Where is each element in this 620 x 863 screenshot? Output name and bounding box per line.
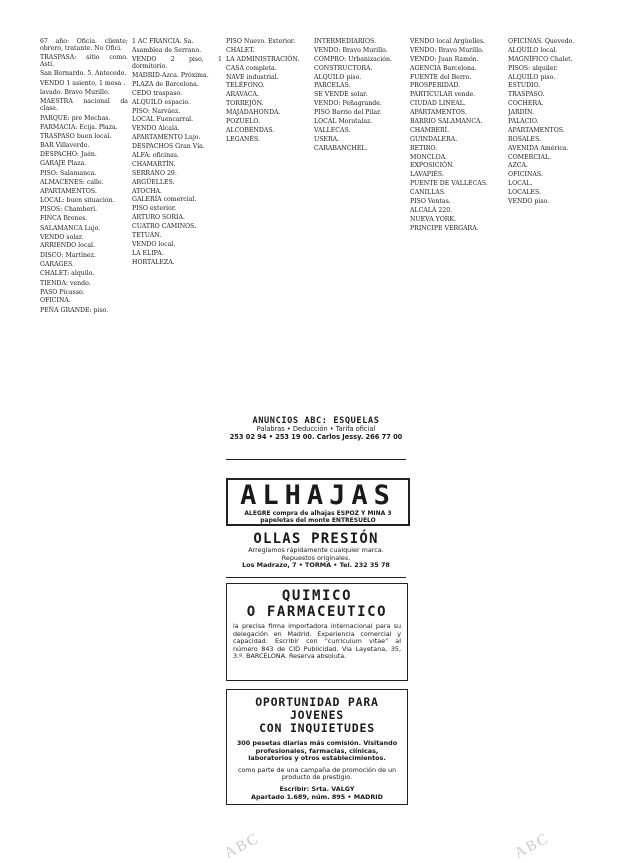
ad-ollas-presion bbox=[226, 531, 406, 578]
classified-ad: ALFA: oficinas. bbox=[132, 151, 179, 159]
ad-anuncios-abc bbox=[226, 417, 406, 460]
classifieds-column-4 bbox=[314, 38, 406, 434]
ad-ollas-line1: Arreglamos rápidamente cualquier marca. bbox=[248, 546, 384, 554]
classified-ad: Asamblea de Serrano. bbox=[132, 46, 202, 54]
classified-ad: lavado. Bravo Murillo. bbox=[40, 88, 110, 96]
classified-ad: FUENTE del Berro. bbox=[410, 73, 472, 81]
classified-ad: NAVE industrial. bbox=[226, 73, 279, 81]
classified-ad: LA ELIPA. bbox=[132, 249, 164, 257]
classified-ad: VENDO: Bravo Murillo. bbox=[314, 46, 388, 54]
classified-ad: MONCLOA. bbox=[410, 153, 448, 161]
classified-ad: ROSALES. bbox=[508, 135, 542, 143]
classified-ad: PISO Nuevo. Exterior. bbox=[226, 38, 296, 45]
classified-ad: PISO: Salamanca. bbox=[40, 169, 97, 177]
ad-oportunidad-title1: OPORTUNIDAD PARA JOVENES bbox=[255, 695, 379, 722]
classified-ad: LEGANÉS. bbox=[226, 135, 260, 143]
classifieds-column-1 bbox=[40, 38, 128, 846]
classified-ad: PISO Barrio del Pilar. bbox=[314, 109, 382, 117]
classified-ad: SE VENDE solar. bbox=[314, 91, 368, 99]
classified-ad: OFICINAS. bbox=[508, 171, 543, 179]
ad-alhajas-line1: ALEGRE compra de alhajas ESPOZ Y MINA 3 bbox=[244, 510, 392, 517]
classified-ad: BARRIO SALAMANCA. bbox=[410, 118, 483, 126]
classified-ad: PALACIO. bbox=[508, 118, 539, 126]
classified-ad: PARTICULAR vende. bbox=[410, 91, 476, 99]
classified-ad: PASO Picasso. bbox=[40, 288, 85, 296]
classified-ad: LOCAL: buen situación. bbox=[40, 197, 115, 205]
classified-ad: ARRIENDO local. bbox=[40, 242, 95, 250]
classified-ad: TETUÁN. bbox=[132, 232, 162, 239]
classified-ad: VENDO Alcalá. bbox=[132, 125, 180, 133]
classified-ad: LAVAPIÉS. bbox=[410, 171, 444, 179]
classified-ad: APARTAMENTOS. bbox=[508, 126, 565, 134]
classified-ad: VENDO local Argüelles. bbox=[410, 38, 485, 45]
classified-ad: CARABANCHEL. bbox=[314, 144, 368, 152]
classified-ad: ALQUILO piso. bbox=[508, 73, 556, 81]
classified-ad: PUENTE DE VALLECAS. bbox=[410, 180, 488, 188]
classified-ad: VENDO solar. bbox=[40, 233, 84, 241]
classified-ad: LOCALES. bbox=[508, 189, 541, 197]
classified-ad: POZUELO. bbox=[226, 118, 261, 126]
classifieds-column-6 bbox=[508, 38, 600, 846]
ad-anuncios-heading: ANUNCIOS ABC: ESQUELAS bbox=[252, 416, 380, 426]
classified-ad: CEDO traspaso. bbox=[132, 89, 182, 97]
abc-watermark: ABC bbox=[222, 830, 263, 862]
classified-ad: ALCOBENDAS. bbox=[226, 126, 275, 134]
classified-ad: GALERÍA comercial. bbox=[132, 196, 197, 204]
ad-quimico bbox=[226, 583, 408, 681]
ad-anuncios-line2: 253 02 94 • 253 19 00. Carlos Jessy. 266 77 00 bbox=[229, 433, 403, 441]
classified-ad: CHAMARTÍN. bbox=[132, 160, 176, 168]
abc-watermark: ABC bbox=[512, 830, 553, 862]
classified-ad: HORTALEZA. bbox=[132, 258, 175, 266]
classified-ad: CHALET: alquilo. bbox=[40, 269, 95, 277]
ad-ollas-line2: Repuestos originales. bbox=[281, 553, 351, 562]
classified-ad: ARAVACA. bbox=[226, 91, 259, 99]
classified-ad: FARMACIA: Ecija. Plaza. bbox=[40, 123, 118, 131]
ad-oportunidad-body2: como parte de una campaña de promoción de un producto de prestigio. bbox=[237, 765, 397, 782]
classifieds-column-3 bbox=[226, 38, 312, 434]
classified-ad: APARTAMENTOS. bbox=[410, 109, 467, 117]
classified-ad: VENDO: Juan Ramón. bbox=[410, 55, 479, 63]
classified-ad: MAJADAHONDA. bbox=[226, 109, 281, 117]
classified-ad: TRASPASA: sitio como. Asti. bbox=[40, 54, 128, 69]
classified-ad: ATOCHA. bbox=[132, 187, 162, 195]
classified-ad: OFICINA. bbox=[40, 297, 71, 305]
classified-ad: PARQUE: pre Mechas. bbox=[40, 114, 111, 122]
ad-alhajas-line2: papeletas del monte ENTRESUELO bbox=[260, 517, 376, 524]
classified-ad: San Bernardo. 5. Antecede. bbox=[40, 70, 127, 78]
classified-ad: GARAJE Plaza. bbox=[40, 160, 87, 168]
classified-ad: ALCALÁ 220. bbox=[410, 206, 453, 214]
classified-ad: PISO Ventas. bbox=[410, 198, 451, 206]
classified-ad: CHALET. bbox=[226, 46, 255, 54]
classified-ad: NUEVA YORK. bbox=[410, 215, 457, 223]
classified-ad: AGENCIA Barcelona. bbox=[410, 64, 477, 72]
classified-ad: DESPACHO: Jaén. bbox=[40, 151, 97, 159]
classified-ad: 67 año: Oficia. cliente; obrero, tratante. No Ofici. bbox=[40, 38, 128, 53]
classified-ad: LOCAL Moratalaz. bbox=[314, 118, 373, 126]
classified-ad: PARCELAS. bbox=[314, 82, 351, 90]
classified-ad: GUINDALERA. bbox=[410, 135, 458, 143]
classified-ad: VENDO local. bbox=[132, 240, 176, 248]
ad-alhajas bbox=[226, 478, 410, 526]
classified-ad: PISOS: Chamberí. bbox=[40, 206, 98, 214]
classified-ad: 1 AC FRANCIA. Sa. bbox=[132, 38, 194, 45]
classified-ad: PEÑA GRANDE: piso. bbox=[40, 307, 109, 315]
classified-ad: LOCAL Fuencarral. bbox=[132, 116, 194, 124]
classified-ad: VENDO: Bravo Murillo. bbox=[410, 46, 484, 54]
classified-ad: MAESTRA nacional da clase. bbox=[40, 97, 128, 113]
classified-ad: TRASPASO. bbox=[508, 91, 545, 99]
classified-ad: CANILLAS. bbox=[410, 189, 446, 197]
classified-ad: SALAMANCA Lujo. bbox=[40, 224, 101, 232]
classified-ad: PRINCIPE VERGARA. bbox=[410, 224, 479, 232]
classified-ad: LA ADMINISTRACIÓN. bbox=[226, 55, 300, 63]
classified-ad: COMERCIAL. bbox=[508, 153, 552, 161]
classified-ad: PISO: Narváez. bbox=[132, 107, 181, 115]
classified-ad: CIUDAD LINEAL. bbox=[410, 100, 466, 108]
ad-oportunidad-body3: Escribir: Srta. VALGY bbox=[279, 784, 355, 793]
ad-oportunidad-body1: 300 pesetas diarias más comisión. Visitando profesionales, farmacias, clínicas, laboratorios y otros establecimientos. bbox=[236, 739, 398, 763]
ad-oportunidad bbox=[226, 689, 408, 805]
classified-ad: COMPRO: Urbanización. bbox=[314, 55, 392, 63]
classified-ad: APARTAMENTO Lujo. bbox=[132, 134, 201, 142]
classified-ad: DISCO: Martínez. bbox=[40, 252, 96, 260]
classified-ad: TELÉFONO. bbox=[226, 82, 265, 90]
classified-ad: GARAGES. bbox=[40, 261, 74, 269]
classified-ad: ALQUILO piso. bbox=[314, 73, 362, 81]
classified-ad: VENDO 1 asiento, 1 mesa . bbox=[40, 80, 126, 88]
classified-ad: VALLECAS. bbox=[314, 126, 351, 134]
classified-ad: VENDO piso. bbox=[508, 198, 550, 206]
classified-ad: PLAZA de Barcelona. bbox=[132, 80, 199, 88]
classified-ad: OFICINAS. Quevedo. bbox=[508, 38, 575, 45]
classified-ad: AZCA. bbox=[508, 162, 528, 170]
classified-ad: ARGÜELLES. bbox=[132, 178, 175, 186]
classified-ad: COCHERA. bbox=[508, 100, 544, 108]
classified-ad: AVENIDA América. bbox=[508, 144, 569, 152]
ad-oportunidad-body4: Apartado 1.689, núm. 895 • MADRID bbox=[251, 792, 383, 801]
classified-ad: VENDO: Peñagrande. bbox=[314, 100, 382, 108]
ad-alhajas-title: ALHAJAS bbox=[240, 480, 396, 511]
classified-ad: TIENDA: vendo. bbox=[40, 279, 91, 287]
classified-ad: VENDO 2 piso, 1 dormitorio. bbox=[132, 55, 222, 71]
classified-ad: CUATRO CAMINOS. bbox=[132, 223, 197, 231]
ad-quimico-title1: QUIMICO bbox=[281, 588, 353, 604]
classified-ad: FINCA Brenes. bbox=[40, 215, 88, 223]
classified-ad: ALMACENES: calle. bbox=[40, 178, 104, 186]
classifieds-column-2 bbox=[132, 38, 222, 846]
classified-ad: ALQUILO espacio. bbox=[132, 98, 190, 106]
classified-ad: TRASPASO buen local. bbox=[40, 132, 112, 140]
ad-oportunidad-title2: CON INQUIETUDES bbox=[259, 721, 375, 735]
classified-ad: TORREJÓN. bbox=[226, 100, 264, 108]
classified-ad: EXPOSICIÓN. bbox=[410, 162, 455, 170]
ad-quimico-title2: O FARMACEUTICO bbox=[246, 604, 388, 620]
classified-ad: PROSPERIDAD. bbox=[410, 82, 461, 90]
classified-ad: INTERMEDIARIOS. bbox=[314, 38, 377, 45]
classified-ad: CONSTRUCTORA. bbox=[314, 64, 373, 72]
classified-ad: SERRANO 29. bbox=[132, 169, 177, 177]
classified-ad: ARTURO SORIA. bbox=[132, 214, 185, 222]
classified-ad: APARTAMENTOS. bbox=[40, 187, 97, 195]
ad-ollas-title: OLLAS PRESIÓN bbox=[253, 531, 379, 547]
ad-ollas-line3: Los Madrazo, 7 • TORMA • Tel. 232 35 78 bbox=[242, 561, 390, 570]
classified-ad: PISO exterior. bbox=[132, 205, 177, 213]
ad-quimico-body: la precisa firma importadora internacional para su delegación en Madrid. Experiencia comercial y capacidad. Escribir con "curriculum vitae" al número 843 de CID Publicidad. Via Layetana, 35, 3.º. BARCELONA. Reserva absoluta. bbox=[233, 622, 401, 661]
classified-ad: CASA completa. bbox=[226, 64, 277, 72]
classified-ad: MAGNÍFICO Chalet. bbox=[508, 55, 573, 63]
classified-ad: JARDÍN. bbox=[508, 109, 534, 117]
classified-ad: CHAMBERÍ. bbox=[410, 126, 450, 134]
classified-ad: PISOS: alquiler. bbox=[508, 64, 558, 72]
classifieds-column-5 bbox=[410, 38, 506, 846]
classified-ad: RETIRO. bbox=[410, 144, 438, 152]
classified-ad: MADRID-Azca. Próxima. bbox=[132, 71, 209, 79]
classified-ad: LOCAL. bbox=[508, 180, 533, 188]
classified-ad: USERA. bbox=[314, 135, 340, 143]
ad-anuncios-line1: Palabras • Deducción • Tarifa oficial bbox=[256, 425, 376, 433]
classified-ad: DESPACHOS Gran Vía. bbox=[132, 143, 205, 151]
classified-ad: ALQUILO local. bbox=[508, 46, 558, 54]
classified-ad: BAR Villaverde. bbox=[40, 142, 90, 150]
classified-ad: ESTUDIO. bbox=[508, 82, 541, 90]
